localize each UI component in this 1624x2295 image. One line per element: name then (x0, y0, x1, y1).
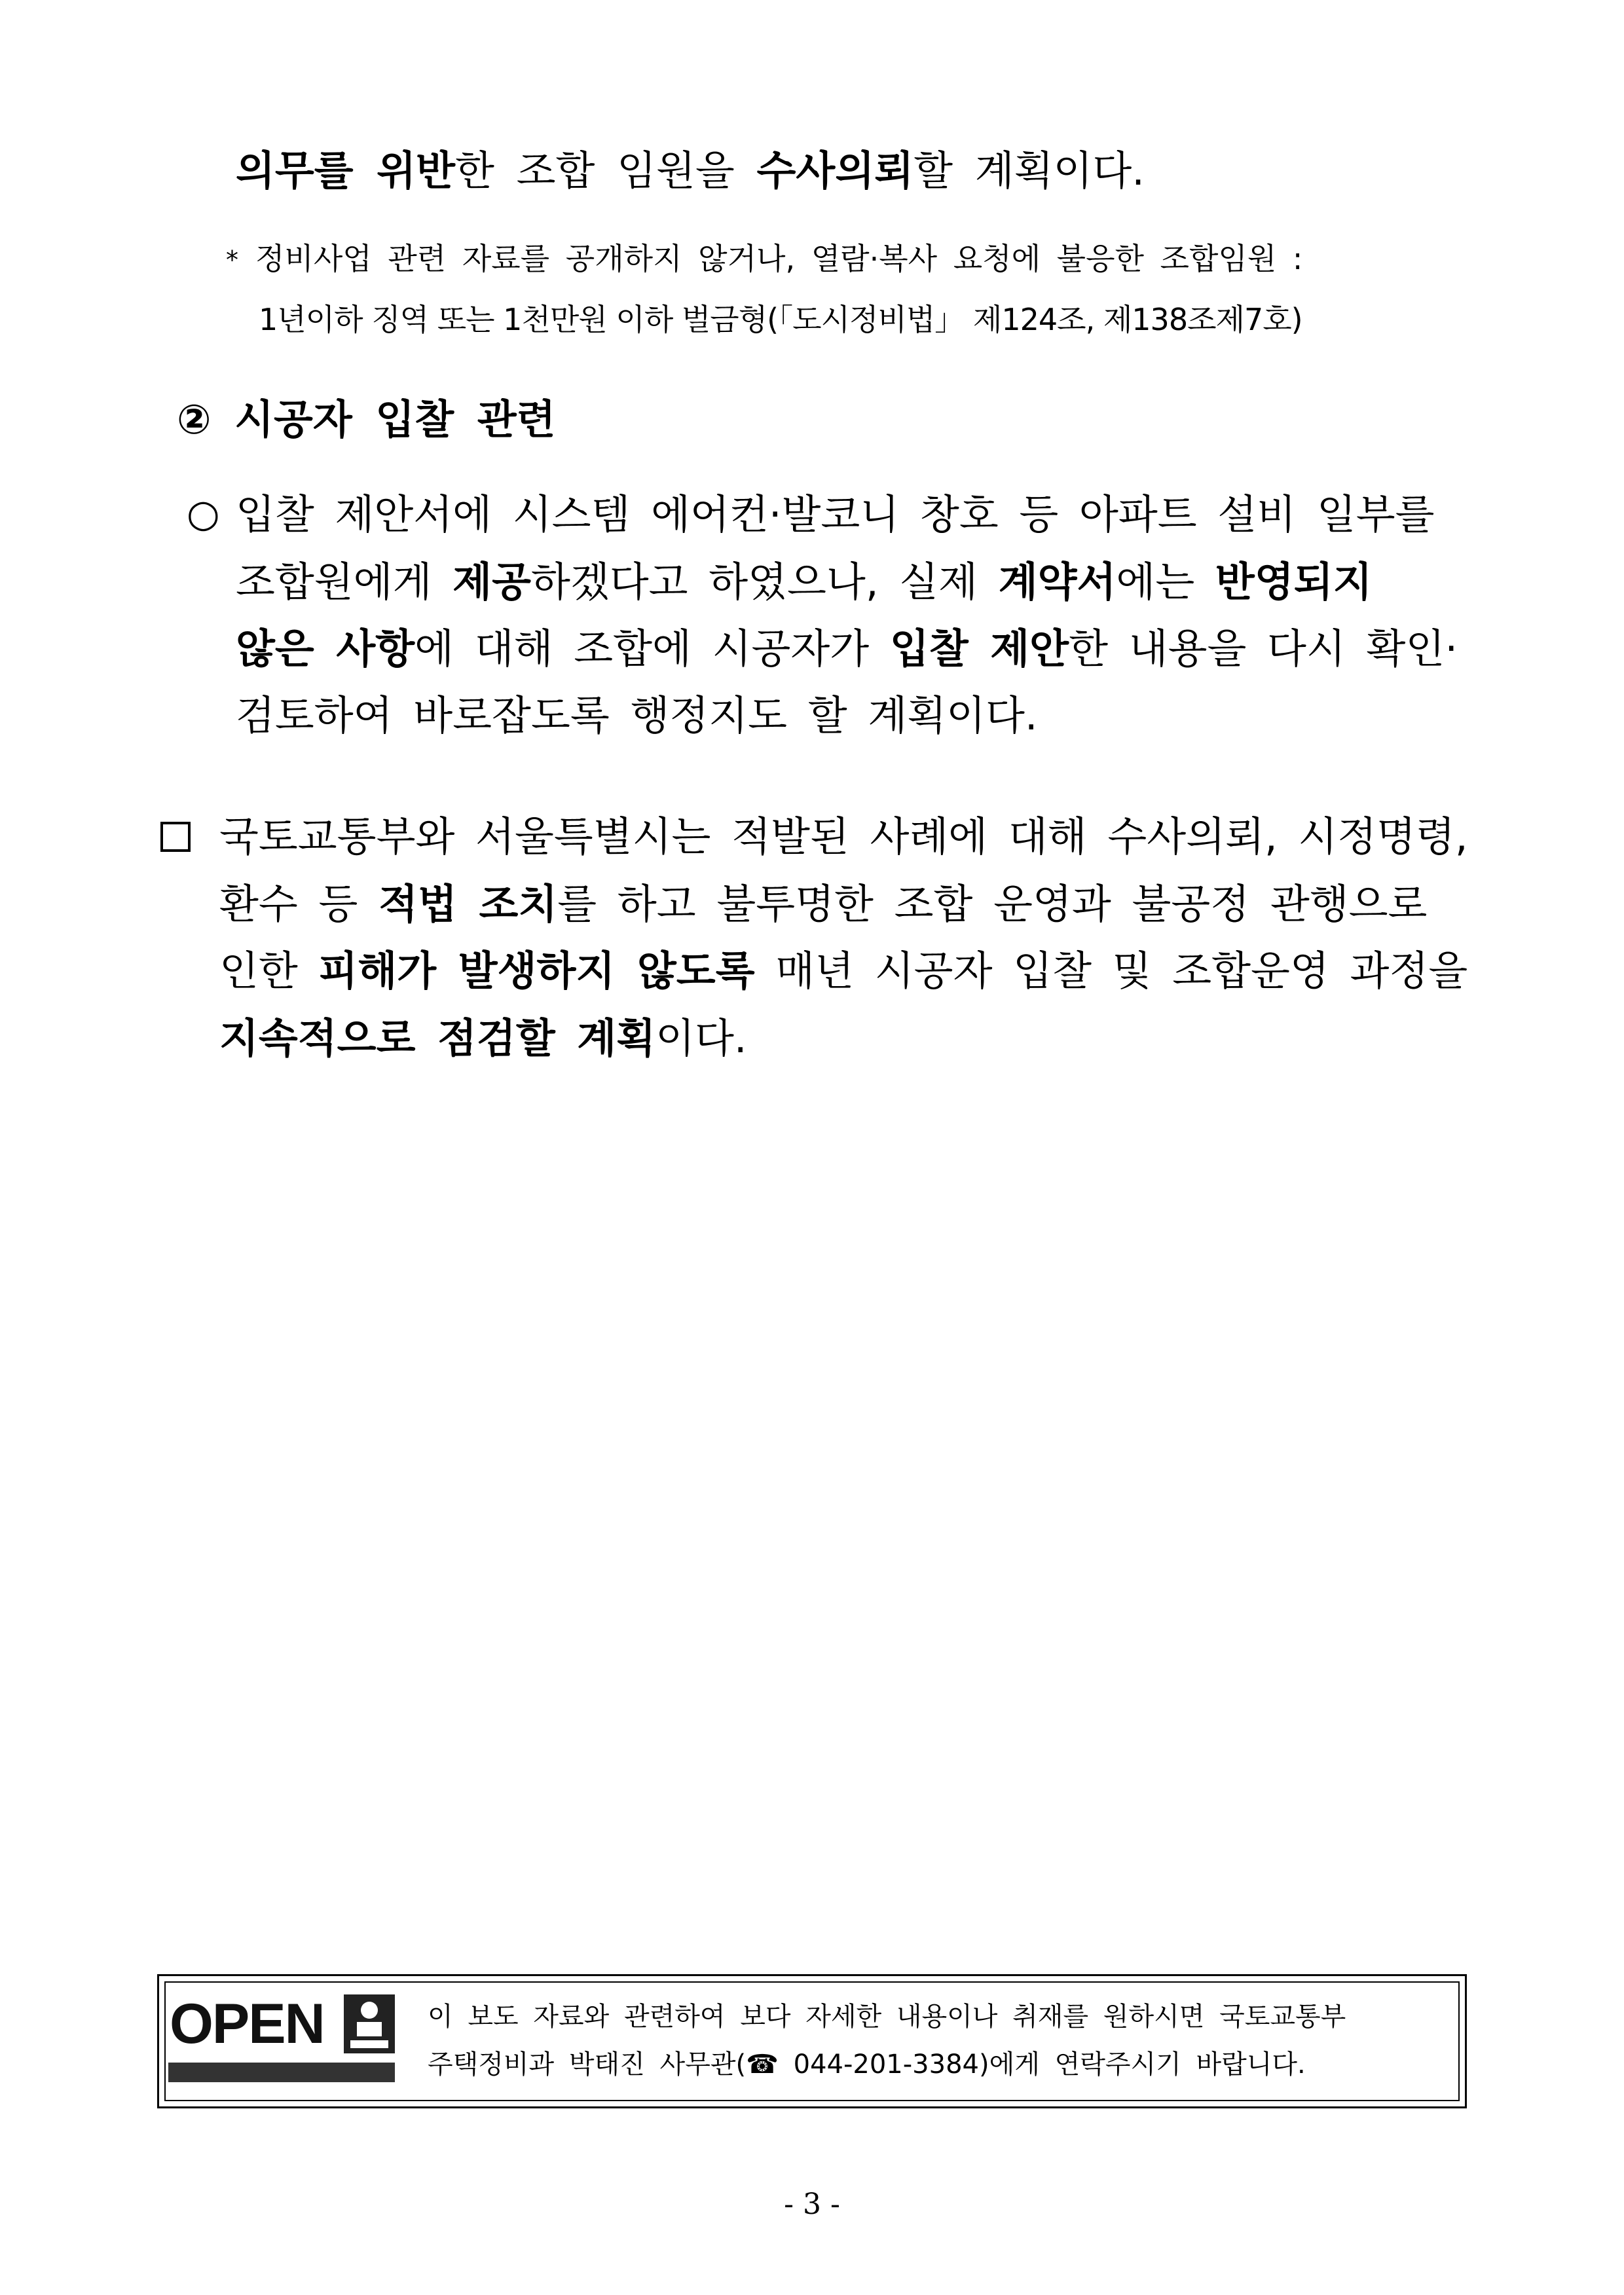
paragraph-line (219, 1014, 747, 1062)
text: 한 내용을 다시 확인· (1069, 625, 1458, 672)
bold-text: 피해가 발생하지 않도록 (318, 947, 755, 995)
contact-line-1: 이 보도 자료와 관련하여 보다 자세한 내용이나 취재를 원하시면 국토교통부 (428, 2002, 1346, 2032)
license-person-icon (344, 1994, 395, 2053)
bold-text: 지속적으로 점검할 계획 (219, 1014, 656, 1062)
bold-text: 수사의뢰 (756, 147, 914, 194)
text: 이다. (655, 1014, 747, 1062)
paragraph-line: 국토교통부와 서울특별시는 적발된 사례에 대해 수사의뢰, 시정명령, (219, 813, 1468, 860)
paragraph-line (236, 558, 1373, 606)
license-type-icon (344, 1994, 395, 2053)
intro-line (236, 147, 1145, 194)
text: 에는 (1116, 558, 1215, 606)
footnote-line-1: 정비사업 관련 자료를 공개하지 않거나, 열람·복사 요청에 불응한 조합임원 : (255, 241, 1303, 276)
checkbox-square-icon (160, 822, 191, 852)
contact-line-2: 주택정비과 박태진 사무관(☎ 044-201-3384)에게 연락주시기 바랍니다. (428, 2049, 1306, 2080)
open-license-logo (167, 1984, 396, 2085)
text: 한 조합 임원을 (455, 147, 757, 194)
bold-text: 입찰 제안 (889, 625, 1069, 672)
bold-text: 않은 사항 (236, 625, 415, 672)
open-logo-text: OPEN (170, 1992, 324, 2055)
bold-text: 적법 조치 (378, 880, 558, 928)
bold-text: 반영되지 (1215, 558, 1373, 606)
text: 하겠다고 하였으나, 실제 (530, 558, 999, 606)
text: 를 하고 불투명한 조합 운영과 불공정 관행으로 (557, 880, 1428, 928)
text: 환수 등 (219, 880, 379, 928)
bold-text: 의무를 위반 (236, 147, 456, 194)
paragraph-line (219, 947, 1468, 995)
footnote-marker: * (226, 246, 238, 274)
open-logo-bar (168, 2063, 395, 2082)
bold-text: 계약서 (998, 558, 1116, 606)
paragraph-line: 검토하여 바로잡도록 행정지도 할 계획이다. (236, 691, 1038, 739)
text: 조합원에게 (236, 558, 453, 606)
text: 매년 시공자 입찰 및 조합운영 과정을 (754, 947, 1468, 995)
section-heading: ② 시공자 입찰 관련 (177, 395, 556, 443)
text: 할 계획이다. (913, 147, 1145, 194)
paragraph-line (236, 625, 1458, 672)
paragraph-line (219, 880, 1428, 928)
bold-text: 제공 (452, 558, 531, 606)
text: 인한 (219, 947, 319, 995)
contact-info-box (157, 1974, 1467, 2108)
bullet-marker: ○ (187, 491, 220, 536)
paragraph-line: 입찰 제안서에 시스템 에어컨·발코니 창호 등 아파트 설비 일부를 (236, 490, 1435, 538)
footnote-line-2: 1년이하 징역 또는 1천만원 이하 벌금형(「도시정비법」 제124조, 제138조제7호) (259, 302, 1302, 337)
page-number: - 3 - (784, 2188, 840, 2221)
text: 에 대해 조합에 시공자가 (415, 625, 890, 672)
